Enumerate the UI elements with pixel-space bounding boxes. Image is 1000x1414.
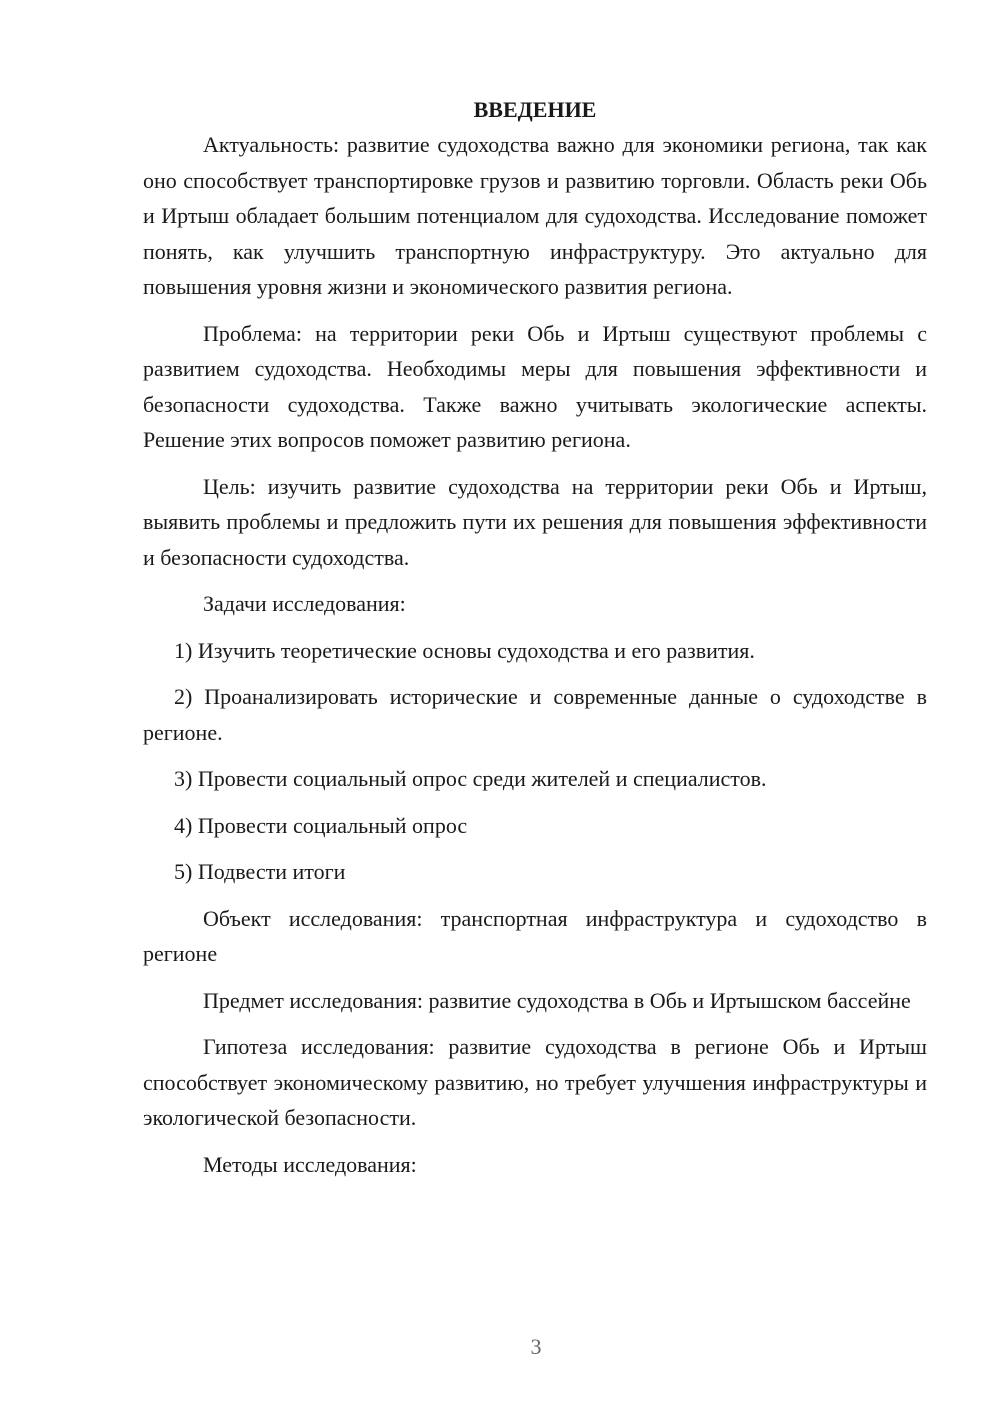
task-item: 1) Изучить теоретические основы судоходства и его развития. <box>174 637 755 663</box>
paragraph-relevance: Актуальность: развитие судоходства важно для экономики региона, так как оно способствует транспортировке грузов и развитию торговли. Область реки Обь и Иртыш обладает большим потенциалом для судоходства. Исследование поможет понять, как улучшить транспортную инфраструктуру. Это актуально для повышения уровня жизни и экономического развития региона. <box>143 132 927 299</box>
task-item: 5) Подвести итоги <box>174 859 346 884</box>
page-number: 3 <box>530 1334 542 1359</box>
paragraph-goal: Цель: изучить развитие судоходства на территории реки Обь и Иртыш, выявить проблемы и предложить пути их решения для повышения эффективности и безопасности судоходства. <box>143 473 927 570</box>
section-title: ВВЕДЕНИЕ <box>473 97 597 122</box>
paragraph-problem: Проблема: на территории реки Обь и Иртыш существуют проблемы с развитием судоходства. Необходимы меры для повышения эффективности и безопасности судоходства. Также важно учитывать экологические аспекты. Решение этих вопросов поможет развитию региона. <box>143 320 927 452</box>
paragraph-hypothesis: Гипотеза исследования: развитие судоходства в регионе Обь и Иртыш способствует экономическому развитию, но требует улучшения инфраструктуры и экологической безопасности. <box>143 1034 927 1130</box>
task-item: 4) Провести социальный опрос <box>174 812 468 838</box>
task-item: 3) Провести социальный опрос среди жителей и специалистов. <box>174 766 767 791</box>
task-item: 2) Проанализировать исторические и современные данные о судоходстве в регионе. <box>143 684 927 745</box>
document-page <box>143 92 927 1182</box>
paragraph-object: Объект исследования: транспортная инфраструктура и судоходство в регионе <box>143 905 927 966</box>
methods-heading: Методы исследования: <box>203 1151 417 1177</box>
paragraph-subject: Предмет исследования: развитие судоходства в Обь и Иртышском бассейне <box>203 987 911 1013</box>
tasks-heading: Задачи исследования: <box>203 591 406 616</box>
